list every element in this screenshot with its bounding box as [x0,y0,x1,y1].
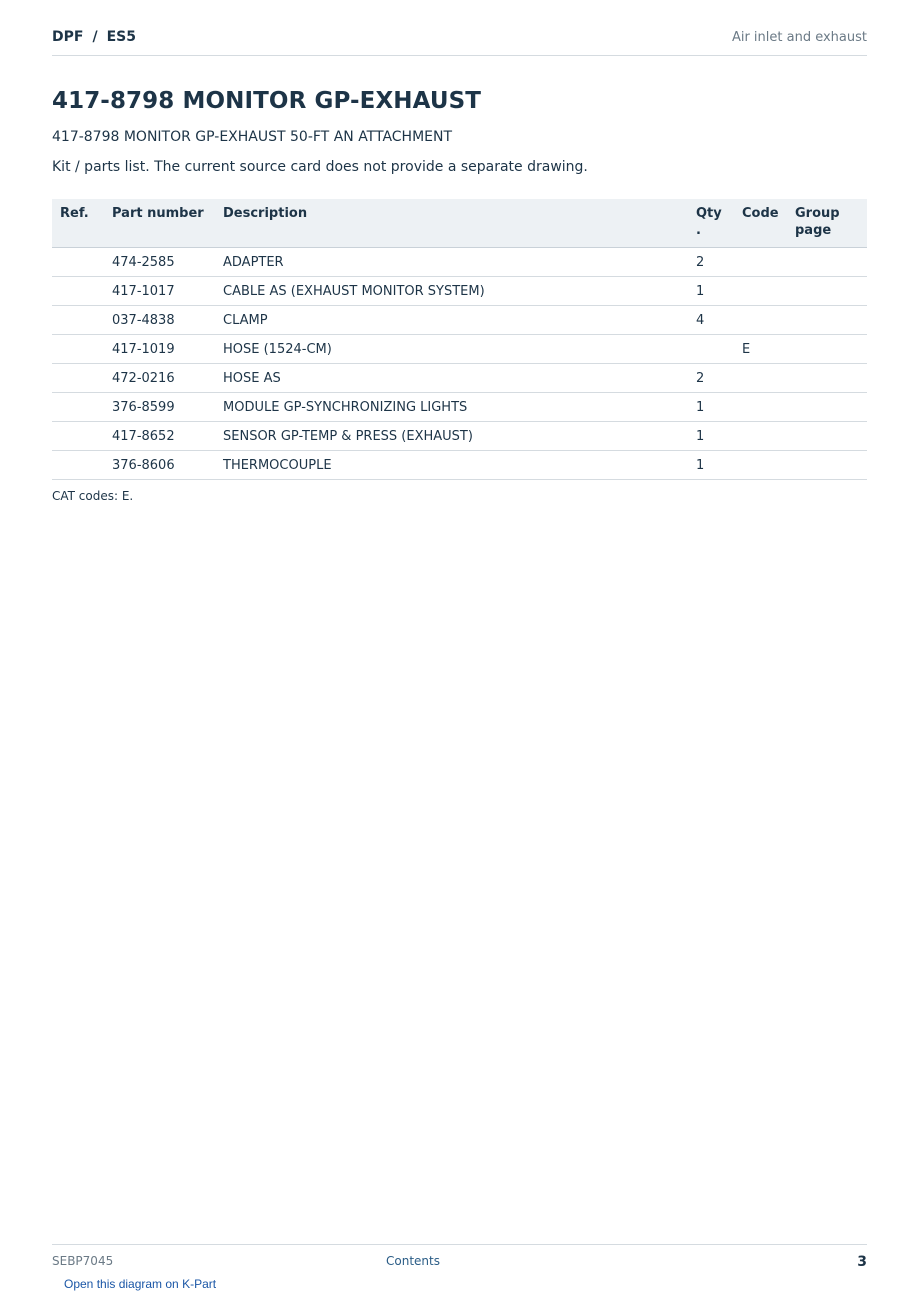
cell-group-page [787,335,867,364]
contents-link[interactable]: Contents [386,1254,440,1268]
page-footer [52,1244,867,1291]
cell-part-number: 417-1017 [104,277,215,306]
cell-description: CABLE AS (EXHAUST MONITOR SYSTEM) [215,277,688,306]
column-header-part-number: Part number [104,199,215,248]
breadcrumb-item-dpf[interactable]: DPF [52,29,84,45]
table-row [52,422,867,451]
cell-ref [52,306,104,335]
cell-description: THERMOCOUPLE [215,451,688,480]
column-header-description: Description [215,199,688,248]
section-name: Air inlet and exhaust [731,30,867,45]
cell-ref [52,364,104,393]
cell-ref [52,335,104,364]
table-row [52,306,867,335]
table-row [52,248,867,277]
cell-qty: 2 [688,364,734,393]
cell-description: MODULE GP-SYNCHRONIZING LIGHTS [215,393,688,422]
open-kpart-link[interactable]: Open this diagram on K-Part [64,1277,217,1291]
table-row [52,364,867,393]
cell-ref [52,422,104,451]
cell-qty [688,335,734,364]
cell-part-number: 417-8652 [104,422,215,451]
cell-description: HOSE (1524-CM) [215,335,688,364]
cell-qty: 2 [688,248,734,277]
table-header-row [52,199,867,248]
cell-group-page [787,393,867,422]
breadcrumb-item-es5[interactable]: ES5 [106,29,136,45]
cell-description: ADAPTER [215,248,688,277]
cell-code [734,364,787,393]
column-header-qty: Qty . [688,199,734,248]
cell-qty: 1 [688,451,734,480]
cell-qty: 1 [688,422,734,451]
cell-group-page [787,306,867,335]
cell-code [734,393,787,422]
document-id: SEBP7045 [52,1254,114,1268]
parts-table [52,199,867,480]
cell-part-number: 376-8606 [104,451,215,480]
page-title: 417-8798 MONITOR GP-EXHAUST [52,88,482,114]
cell-code [734,306,787,335]
source-note: Kit / parts list. The current source card does not provide a separate drawing. [52,159,588,175]
cell-ref [52,451,104,480]
cell-ref [52,393,104,422]
table-row [52,277,867,306]
breadcrumb [52,29,136,45]
cell-code [734,277,787,306]
cell-description: HOSE AS [215,364,688,393]
cell-group-page [787,364,867,393]
column-header-code: Code [734,199,787,248]
page-number: 3 [857,1254,867,1270]
cell-qty: 1 [688,277,734,306]
cell-group-page [787,422,867,451]
cell-code [734,422,787,451]
cell-part-number: 376-8599 [104,393,215,422]
cell-part-number: 037-4838 [104,306,215,335]
cell-ref [52,248,104,277]
cell-description: SENSOR GP-TEMP & PRESS (EXHAUST) [215,422,688,451]
column-header-ref: Ref. [52,199,104,248]
cell-ref [52,277,104,306]
cell-part-number: 472-0216 [104,364,215,393]
cell-part-number: 474-2585 [104,248,215,277]
table-row [52,393,867,422]
column-header-group-page: Group page [787,199,867,248]
cell-group-page [787,248,867,277]
cell-qty: 1 [688,393,734,422]
cat-codes-note: CAT codes: E. [52,489,134,503]
breadcrumb-separator: / [92,29,98,45]
cell-description: CLAMP [215,306,688,335]
cell-code: E [734,335,787,364]
page-subtitle: 417-8798 MONITOR GP-EXHAUST 50-FT AN ATTACHMENT [52,129,453,145]
cell-group-page [787,451,867,480]
table-row [52,335,867,364]
cell-code [734,451,787,480]
cell-code [734,248,787,277]
cell-qty: 4 [688,306,734,335]
cell-part-number: 417-1019 [104,335,215,364]
page-header [52,28,867,56]
table-row [52,451,867,480]
cell-group-page [787,277,867,306]
